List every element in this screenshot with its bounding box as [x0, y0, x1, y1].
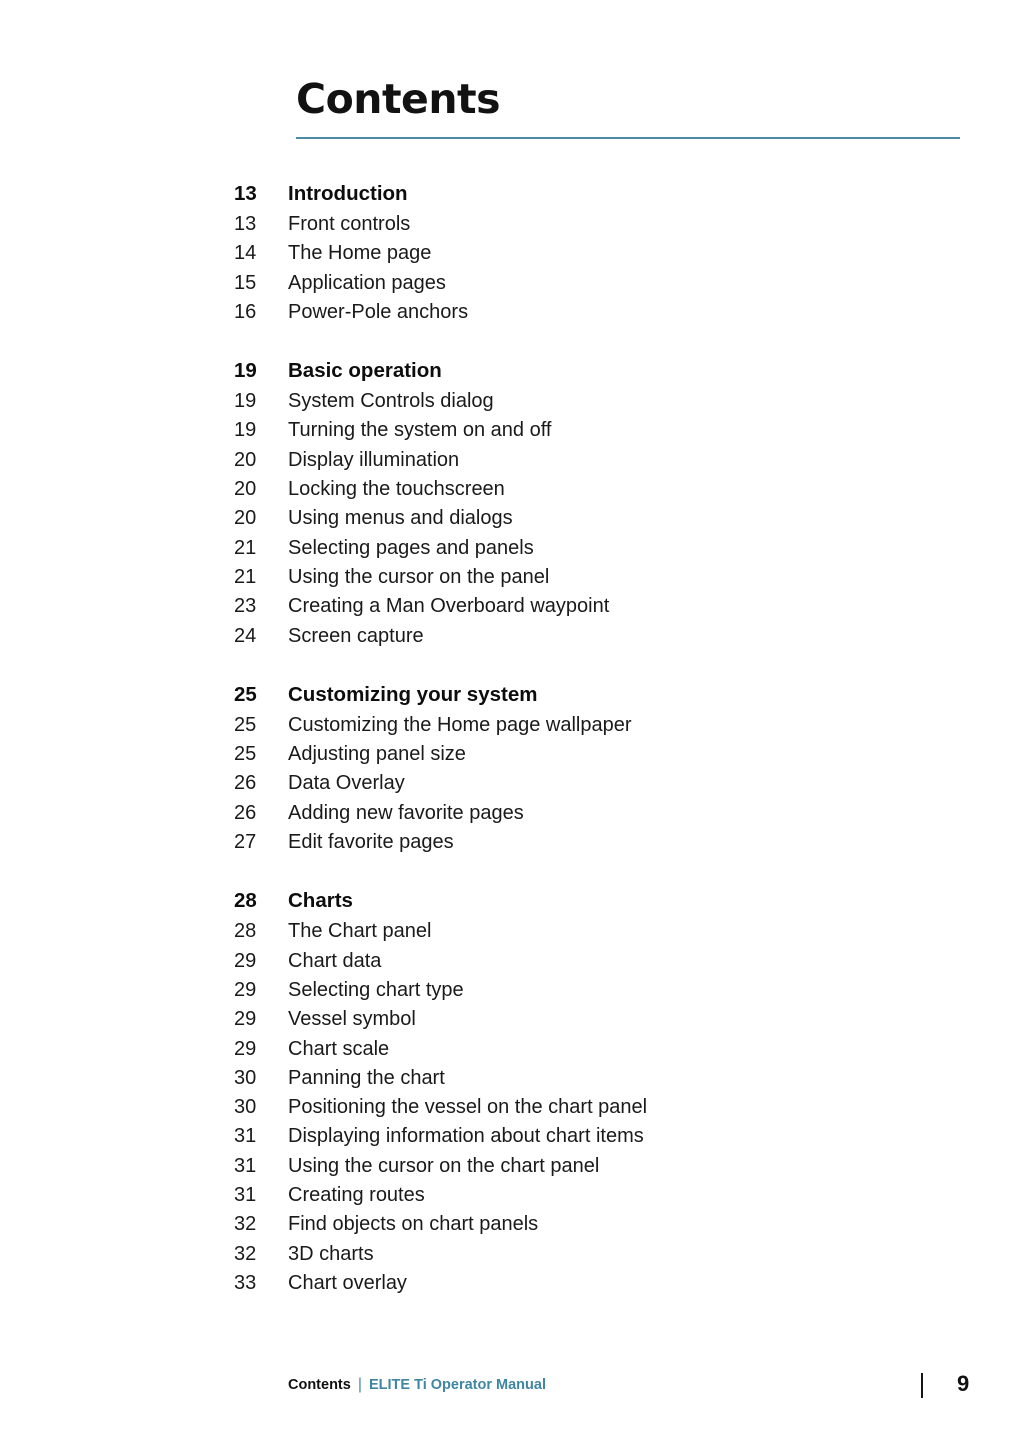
toc-entry[interactable] — [234, 1125, 974, 1154]
toc-entry-label: Panning the chart — [288, 1066, 445, 1089]
toc-entry-label: Using the cursor on the chart panel — [288, 1154, 600, 1177]
toc-entry[interactable] — [234, 595, 974, 624]
toc-entry-page: 20 — [234, 448, 257, 471]
toc-entry[interactable] — [234, 1155, 974, 1184]
title-divider — [296, 137, 960, 139]
toc-entry-page: 25 — [234, 743, 257, 766]
toc-section-title: Introduction — [288, 182, 408, 205]
toc-entry-page: 29 — [234, 978, 257, 1001]
toc-entry-label: The Home page — [288, 242, 432, 265]
toc-entry-page: 30 — [234, 1066, 257, 1089]
toc-entry[interactable] — [234, 950, 974, 979]
toc-entry-label: The Chart panel — [288, 920, 432, 943]
toc-entry-label: Chart data — [288, 949, 382, 972]
toc-entry-page: 25 — [234, 713, 257, 736]
toc-entry[interactable] — [234, 449, 974, 478]
toc-entry-label: Creating a Man Overboard waypoint — [288, 595, 610, 618]
toc-section-heading[interactable] — [234, 359, 974, 390]
toc-entry-label: Screen capture — [288, 624, 424, 647]
toc-entry[interactable] — [234, 537, 974, 566]
toc-entry-page: 19 — [234, 390, 257, 413]
toc-section-page: 28 — [234, 889, 257, 913]
toc-entry-label: Chart scale — [288, 1037, 390, 1060]
toc-entry-label: System Controls dialog — [288, 390, 494, 413]
toc-entry[interactable] — [234, 272, 974, 301]
toc-entry-label: Find objects on chart panels — [288, 1213, 539, 1236]
toc-entry-page: 32 — [234, 1213, 257, 1236]
toc-section-heading[interactable] — [234, 889, 974, 920]
toc-entry-label: Using menus and dialogs — [288, 507, 513, 530]
toc-entry-page: 20 — [234, 478, 257, 501]
toc-entry-label: Creating routes — [288, 1184, 425, 1207]
toc-section — [234, 683, 974, 860]
toc-entry-label: Selecting pages and panels — [288, 536, 534, 559]
toc-entry-page: 21 — [234, 536, 257, 559]
toc-section-title: Charts — [288, 889, 353, 913]
toc-entry[interactable] — [234, 1213, 974, 1242]
toc-entry-label: Using the cursor on the panel — [288, 565, 550, 588]
toc-entry[interactable] — [234, 390, 974, 419]
page-footer — [0, 1371, 1024, 1405]
toc-entry-label: Customizing the Home page wallpaper — [288, 713, 632, 736]
toc-entry-page: 29 — [234, 1037, 257, 1060]
toc-entry-label: Locking the touchscreen — [288, 478, 505, 501]
toc-entry[interactable] — [234, 1272, 974, 1301]
toc-entry-label: Front controls — [288, 213, 411, 235]
toc-entry[interactable] — [234, 419, 974, 448]
footer-manual-label: ELITE Ti Operator Manual — [369, 1377, 546, 1393]
toc-entry-label: Application pages — [288, 271, 446, 294]
toc-entry-page: 29 — [234, 1008, 257, 1031]
toc-entry-label: 3D charts — [288, 1242, 374, 1265]
toc-entry-label: Display illumination — [288, 448, 460, 471]
toc-entry-label: Chart overlay — [288, 1271, 407, 1294]
toc-entry-page: 27 — [234, 831, 257, 854]
toc-entry[interactable] — [234, 831, 974, 860]
title-block — [296, 75, 960, 139]
toc-entry[interactable] — [234, 566, 974, 595]
toc-entry-page: 32 — [234, 1242, 257, 1265]
toc-entry-page: 33 — [234, 1271, 257, 1294]
toc-section-page: 25 — [234, 682, 257, 706]
footer-page-number: 9 — [957, 1371, 970, 1396]
toc-entry[interactable] — [234, 743, 974, 772]
toc-entry[interactable] — [234, 772, 974, 801]
toc-entry[interactable] — [234, 301, 974, 330]
toc-entry-label: Adding new favorite pages — [288, 801, 524, 824]
toc-entry[interactable] — [234, 478, 974, 507]
toc-entry[interactable] — [234, 920, 974, 949]
toc-entry-page: 31 — [234, 1125, 257, 1148]
toc-entry-page: 23 — [234, 595, 257, 618]
toc-section — [234, 182, 974, 330]
toc-entry[interactable] — [234, 507, 974, 536]
toc-entry-page: 16 — [234, 300, 257, 323]
toc-entry-label: Displaying information about chart items — [288, 1125, 644, 1148]
toc-entry-page: 29 — [234, 949, 257, 972]
footer-section-label: Contents — [288, 1377, 351, 1393]
toc-entry-label: Vessel symbol — [288, 1008, 416, 1031]
toc-entry[interactable] — [234, 1038, 974, 1067]
toc-section-heading[interactable] — [234, 182, 974, 213]
toc-section-title: Basic operation — [288, 359, 442, 383]
toc-entry-page: 26 — [234, 801, 257, 824]
toc-entry[interactable] — [234, 213, 974, 242]
toc-entry[interactable] — [234, 714, 974, 743]
toc-entry[interactable] — [234, 979, 974, 1008]
toc-entry-label: Turning the system on and off — [288, 419, 552, 442]
toc-entry-page: 19 — [234, 419, 257, 442]
page-title: Contents — [296, 75, 501, 123]
toc-entry-page: 13 — [234, 213, 257, 235]
toc-entry[interactable] — [234, 1243, 974, 1272]
toc-entry[interactable] — [234, 1067, 974, 1096]
toc-entry-label: Selecting chart type — [288, 978, 464, 1001]
toc-entry[interactable] — [234, 1096, 974, 1125]
toc-section — [234, 889, 974, 1301]
toc-entry-page: 21 — [234, 565, 257, 588]
footer-breadcrumb — [288, 1375, 546, 1395]
toc-entry-page: 20 — [234, 507, 257, 530]
toc-entry-page: 30 — [234, 1096, 257, 1119]
toc-section-page: 13 — [234, 182, 257, 205]
toc-entry[interactable] — [234, 1184, 974, 1213]
toc-section — [234, 359, 974, 654]
toc-entry[interactable] — [234, 802, 974, 831]
toc-entry-page: 15 — [234, 271, 257, 294]
toc-entry-label: Positioning the vessel on the chart panel — [288, 1096, 648, 1119]
toc-entry-label: Data Overlay — [288, 772, 405, 795]
toc-entry-page: 28 — [234, 920, 257, 943]
toc-entry[interactable] — [234, 625, 974, 654]
toc-entry[interactable] — [234, 1008, 974, 1037]
toc-entry-label: Power-Pole anchors — [288, 300, 469, 323]
toc-section-heading[interactable] — [234, 683, 974, 714]
footer-divider — [921, 1373, 923, 1398]
toc-entry-page: 24 — [234, 624, 257, 647]
toc-entry-page: 14 — [234, 242, 257, 265]
toc-entry-page: 31 — [234, 1184, 257, 1207]
toc-entry-page: 31 — [234, 1154, 257, 1177]
table-of-contents — [234, 182, 974, 1301]
toc-entry-label: Edit favorite pages — [288, 831, 454, 854]
footer-separator: | — [357, 1376, 362, 1393]
toc-section-title: Customizing your system — [288, 682, 538, 706]
toc-entry-label: Adjusting panel size — [288, 743, 466, 766]
toc-section-page: 19 — [234, 359, 257, 383]
toc-entry-page: 26 — [234, 772, 257, 795]
toc-entry[interactable] — [234, 242, 974, 271]
